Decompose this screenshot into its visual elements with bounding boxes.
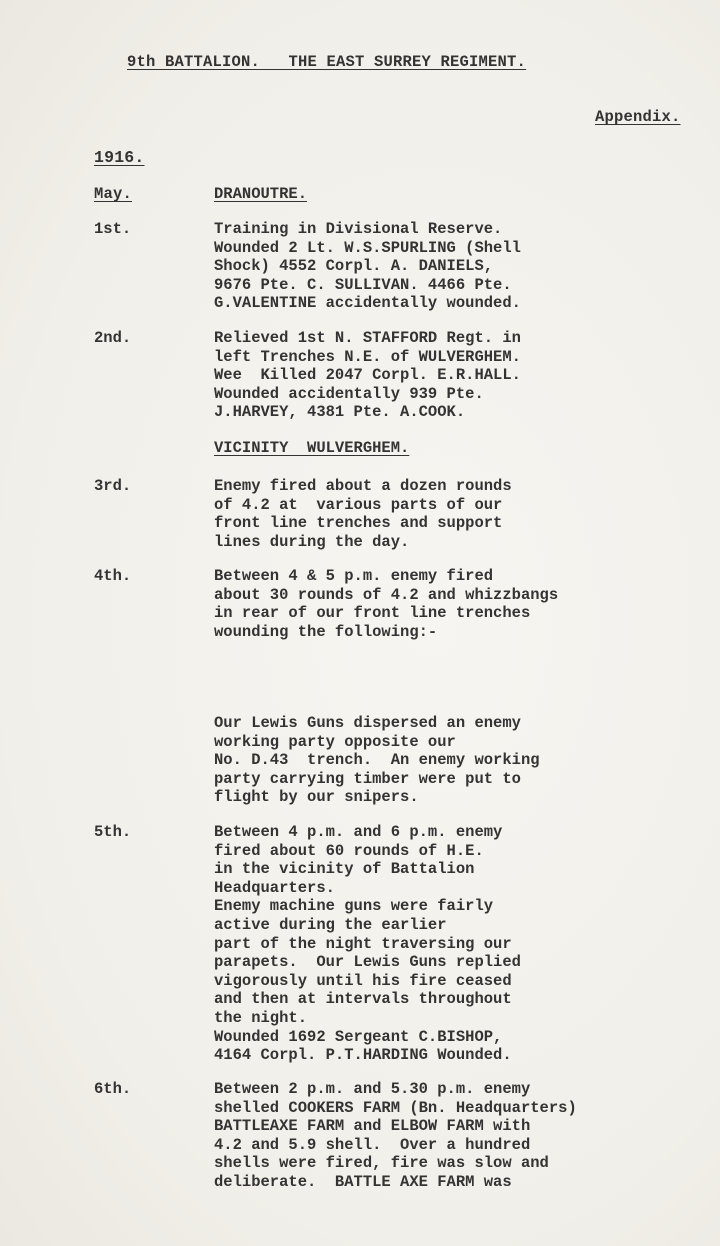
entry-line: shells were fired, fire was slow and — [214, 1154, 549, 1173]
entry-line: shelled COOKERS FARM (Bn. Headquarters) — [214, 1098, 577, 1117]
entry-line: active during the earlier — [214, 915, 447, 934]
appendix-label: Appendix. — [595, 108, 681, 126]
entry-line: Between 4 & 5 p.m. enemy fired — [214, 567, 494, 585]
entry-line: G.VALENTINE accidentally wounded. — [214, 294, 521, 313]
entry-line: vigorously until his fire ceased — [214, 971, 512, 990]
entry-line: 4.2 and 5.9 shell. Over a hundred — [214, 1135, 531, 1154]
entry-line: Shock) 4552 Corpl. A. DANIELS, — [214, 257, 494, 276]
entry-text — [214, 477, 704, 551]
entry-date: 6th. — [94, 1080, 132, 1098]
location-heading-wulverghem: VICINITY WULVERGHEM. — [214, 439, 410, 457]
entry-line: Between 4 p.m. and 6 p.m. enemy — [214, 823, 503, 841]
entry-line: wounding the following:- — [214, 622, 438, 641]
entry-line: Between 2 p.m. and 5.30 p.m. enemy — [214, 1080, 531, 1098]
entry-line: Wounded 1692 Sergeant C.BISHOP, — [214, 1027, 503, 1046]
entry-line: 4164 Corpl. P.T.HARDING Wounded. — [214, 1046, 512, 1065]
entry-text — [214, 1080, 704, 1192]
month-label: May. — [94, 185, 133, 203]
entry-line: Headquarters. — [214, 878, 335, 897]
entry-date: 5th. — [94, 823, 132, 841]
entry-line: deliberate. BATTLE AXE FARM was — [214, 1172, 512, 1191]
entry-line: BATTLEAXE FARM and ELBOW FARM with — [214, 1117, 531, 1136]
entry-text — [214, 220, 704, 313]
entry-line: flight by our snipers. — [214, 788, 419, 807]
entry-line: working party opposite our — [214, 732, 456, 751]
entry-line: Enemy machine guns were fairly — [214, 897, 494, 916]
entry-line: parapets. Our Lewis Guns replied — [214, 953, 521, 972]
entry-date: 4th. — [94, 567, 132, 585]
entry-line: J.HARVEY, 4381 Pte. A.COOK. — [214, 403, 466, 422]
entry-line: part of the night traversing our — [214, 934, 512, 953]
entry-date: 3rd. — [94, 477, 132, 495]
entry-text — [214, 329, 704, 422]
entry-line: in the vicinity of Battalion — [214, 860, 475, 879]
entry-line: fired about 60 rounds of H.E. — [214, 841, 484, 860]
entry-line: Wounded 2 Lt. W.S.SPURLING (Shell — [214, 238, 521, 257]
entry-line: front line trenches and support — [214, 514, 503, 533]
entry-line: lines during the day. — [214, 532, 410, 551]
location-heading-dranoutre: DRANOUTRE. — [214, 185, 308, 203]
entry-text — [214, 823, 704, 1065]
entry-line: the night. — [214, 1008, 308, 1027]
entry-line: about 30 rounds of 4.2 and whizzbangs — [214, 585, 559, 604]
entry-line: Enemy fired about a dozen rounds — [214, 477, 512, 495]
entry-line: of 4.2 at various parts of our — [214, 495, 503, 514]
entry-line: party carrying timber were put to — [214, 769, 521, 788]
entry-line: No. D.43 trench. An enemy working — [214, 751, 540, 770]
document-title: 9th BATTALION. THE EAST SURREY REGIMENT. — [127, 53, 527, 71]
entry-date: 1st. — [94, 220, 132, 238]
entry-text — [214, 567, 704, 641]
entry-text — [214, 714, 704, 807]
entry-line: Our Lewis Guns dispersed an enemy — [214, 714, 521, 732]
entry-date: 2nd. — [94, 329, 132, 347]
entry-line: and then at intervals throughout — [214, 990, 512, 1009]
entry-line: Relieved 1st N. STAFFORD Regt. in — [214, 329, 521, 347]
entry-line: Wounded accidentally 939 Pte. — [214, 384, 484, 403]
entry-line: 9676 Pte. C. SULLIVAN. 4466 Pte. — [214, 275, 512, 294]
entry-line: left Trenches N.E. of WULVERGHEM. — [214, 347, 521, 366]
entry-line: Wee Killed 2047 Corpl. E.R.HALL. — [214, 366, 521, 385]
entry-line: in rear of our front line trenches — [214, 604, 531, 623]
year-label: 1916. — [94, 148, 145, 167]
entry-line: Training in Divisional Reserve. — [214, 220, 503, 238]
